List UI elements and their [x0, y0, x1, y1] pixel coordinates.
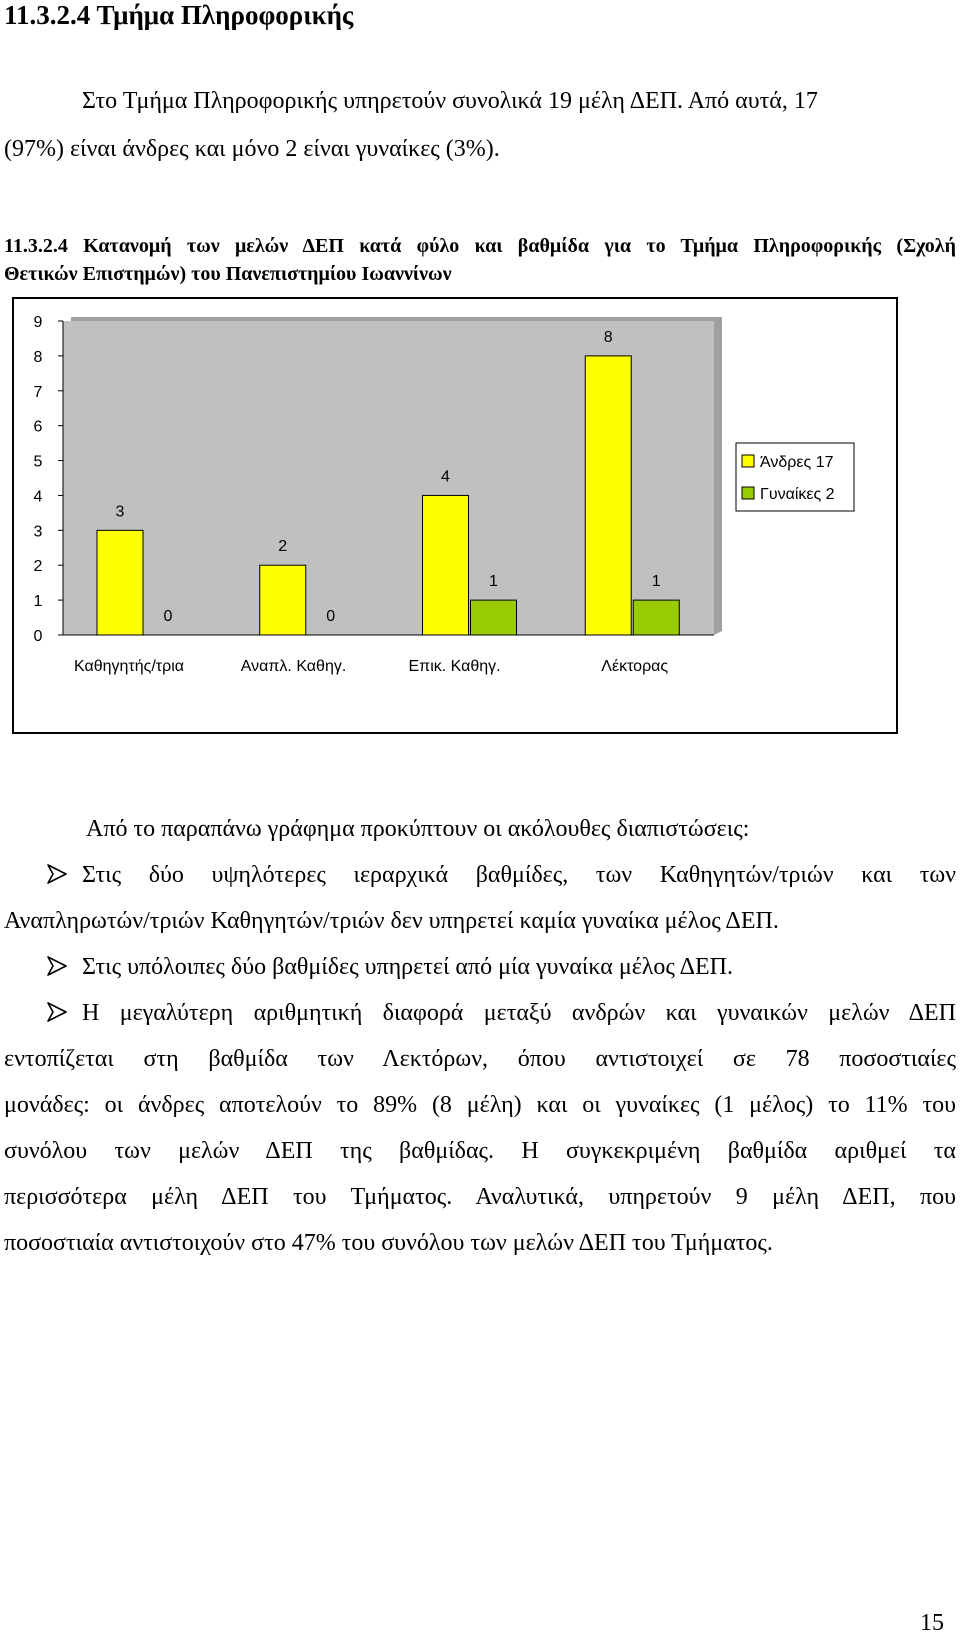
- bullet-3-line-1: Η μεγαλύτερη αριθμητική διαφορά μεταξύ ανδρών και γυναικών μελών ΔΕΠ: [82, 1000, 956, 1026]
- bullet-item-1: [46, 852, 956, 898]
- bullet-1-line-1: Στις δύο υψηλότερες ιεραρχικά βαθμίδες, των Καθηγητών/τριών και των: [82, 862, 956, 888]
- findings-intro: Από το παραπάνω γράφημα προκύπτουν οι ακόλουθες διαπιστώσεις:: [86, 816, 750, 842]
- bullet-item-3: [46, 990, 956, 1036]
- x-tick-label: Καθηγητής/τρια: [74, 658, 185, 675]
- legend-label: Γυναίκες 2: [760, 486, 835, 503]
- section-heading: 11.3.2.4 Τμήμα Πληροφορικής: [4, 0, 354, 30]
- chart-caption-line-2: Θετικών Επιστημών) του Πανεπιστημίου Ιωαννίνων: [4, 263, 452, 285]
- bullet-3-line-6: ποσοστιαία αντιστοιχούν στο 47% του συνόλου των μελών ΔΕΠ του Τμήματος.: [4, 1230, 773, 1256]
- data-label: 2: [278, 538, 288, 556]
- data-label: 1: [651, 573, 661, 591]
- arrow-right-bullet-icon: [46, 1001, 68, 1023]
- chart-caption: [4, 232, 956, 288]
- bar: [423, 495, 469, 635]
- intro-line-1: Στο Τμήμα Πληροφορικής υπηρετούν συνολικά 19 μέλη ΔΕΠ. Από αυτά, 17: [82, 88, 818, 114]
- y-tick-label: 9: [33, 314, 43, 331]
- bullet-3-line-5: περισσότερα μέλη ΔΕΠ του Τμήματος. Αναλυτικά, υπηρετούν 9 μέλη ΔΕΠ, που: [4, 1184, 956, 1210]
- bar: [471, 600, 517, 635]
- y-tick-label: 1: [33, 593, 43, 611]
- data-label: 1: [489, 573, 498, 591]
- legend-swatch: [742, 455, 754, 467]
- y-tick-label: 7: [33, 383, 43, 401]
- chart-frame: [12, 297, 898, 734]
- data-label: 0: [326, 608, 336, 625]
- legend-label: Άνδρες 17: [760, 454, 834, 471]
- data-label: 3: [115, 503, 125, 521]
- arrow-right-bullet-icon: [46, 955, 68, 977]
- arrow-right-bullet-icon: [46, 863, 68, 885]
- page-number: 15: [920, 1610, 944, 1636]
- y-tick-label: 6: [33, 418, 43, 436]
- x-tick-label: Αναπλ. Καθηγ.: [240, 658, 347, 675]
- y-tick-label: 2: [33, 558, 43, 576]
- x-tick-label: Επικ. Καθηγ.: [408, 658, 501, 675]
- bullet-3-line-4: συνόλου των μελών ΔΕΠ της βαθμίδας. Η συγκεκριμένη βαθμίδα αριθμεί τα: [4, 1138, 956, 1164]
- bullet-3-line-2: εντοπίζεται στη βαθμίδα των Λεκτόρων, όπου αντιστοιχεί σε 78 ποσοστιαίες: [4, 1046, 956, 1072]
- data-label: 4: [441, 468, 450, 486]
- x-axis-labels: [74, 658, 668, 675]
- chart-caption-line-1: 11.3.2.4 Κατανομή των μελών ΔΕΠ κατά φύλο και βαθμίδα για το Τμήμα Πληροφορικής (Σχολή: [4, 235, 956, 257]
- y-tick-label: 4: [33, 488, 43, 506]
- y-tick-label: 3: [33, 523, 43, 541]
- bullet-3-line-3: μονάδες: οι άνδρες αποτελούν το 89% (8 μέλη) και οι γυναίκες (1 μέλος) το 11% του: [4, 1092, 956, 1118]
- bar: [633, 600, 679, 635]
- bar: [585, 356, 631, 635]
- data-label: 8: [603, 328, 613, 346]
- legend-swatch: [742, 487, 754, 499]
- data-label: 0: [163, 608, 173, 625]
- legend: [736, 443, 854, 511]
- bullet-2-text: Στις υπόλοιπες δύο βαθμίδες υπηρετεί από μία γυναίκα μέλος ΔΕΠ.: [82, 954, 734, 980]
- bullet-1-line-2: Αναπληρωτών/τριών Καθηγητών/τριών δεν υπηρετεί καμία γυναίκα μέλος ΔΕΠ.: [4, 908, 779, 934]
- bar: [97, 530, 143, 635]
- y-tick-label: 8: [33, 348, 43, 366]
- bullet-item-2: [46, 944, 733, 990]
- bar-chart: [14, 299, 896, 732]
- bar: [260, 565, 306, 635]
- y-tick-label: 0: [33, 628, 43, 645]
- y-tick-label: 5: [33, 453, 43, 471]
- x-tick-label: Λέκτορας: [601, 658, 669, 675]
- intro-line-2: (97%) είναι άνδρες και μόνο 2 είναι γυναίκες (3%).: [4, 136, 500, 162]
